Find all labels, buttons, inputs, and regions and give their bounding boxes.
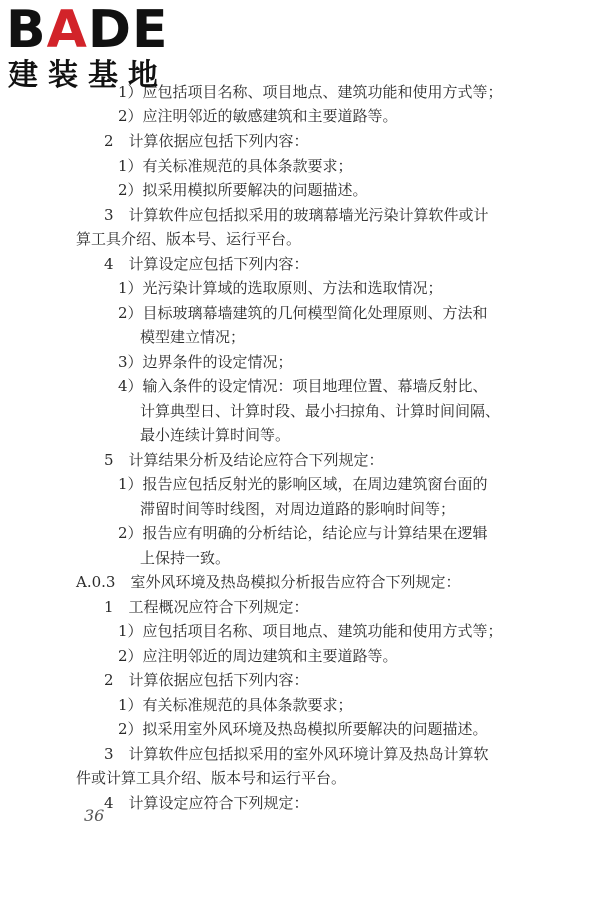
text-line: 2）拟采用室外风环境及热岛模拟所要解决的问题描述。: [118, 720, 488, 738]
text-line: 2 计算依据应包括下列内容：: [104, 671, 309, 689]
text-line: 上保持一致。: [140, 549, 231, 567]
text-line: 1）有关标准规范的具体条款要求；: [118, 157, 353, 175]
text-line: 2）目标玻璃幕墙建筑的几何模型简化处理原则、方法和: [118, 304, 488, 322]
text-line: 计算典型日、计算时段、最小扫掠角、计算时间间隔、: [140, 402, 501, 420]
text-line: 2）拟采用模拟所要解决的问题描述。: [118, 181, 368, 199]
text-line: 5 计算结果分析及结论应符合下列规定：: [104, 451, 384, 469]
text-line: 2）应注明邻近的周边建筑和主要道路等。: [118, 647, 398, 665]
logo-wordmark: BADE: [6, 0, 169, 60]
section-heading: A.0.3 室外风环境及热岛模拟分析报告应符合下列规定：: [76, 573, 461, 591]
page-number: 36: [84, 806, 105, 825]
text-line: 3 计算软件应包括拟采用的玻璃幕墙光污染计算软件或计: [104, 206, 489, 224]
text-line: 模型建立情况；: [140, 328, 246, 346]
text-line: 4）输入条件的设定情况：项目地理位置、幕墙反射比、: [118, 377, 488, 395]
text-line: 件或计算工具介绍、版本号和运行平台。: [76, 769, 347, 787]
text-line: 2）应注明邻近的敏感建筑和主要道路等。: [118, 107, 398, 125]
text-line: 1）应包括项目名称、项目地点、建筑功能和使用方式等；: [118, 622, 503, 640]
text-line: 1）光污染计算域的选取原则、方法和选取情况；: [118, 279, 443, 297]
logo-subtitle: 建装基地: [8, 58, 168, 93]
text-line: 4 计算设定应符合下列规定：: [104, 794, 309, 812]
text-line: 1）有关标准规范的具体条款要求；: [118, 696, 353, 714]
text-line: 最小连续计算时间等。: [140, 426, 291, 444]
text-line: 3 计算软件应包括拟采用的室外风环境计算及热岛计算软: [104, 745, 489, 763]
text-line: 3）边界条件的设定情况；: [118, 353, 293, 371]
text-line: 1）应包括项目名称、项目地点、建筑功能和使用方式等；: [118, 83, 503, 101]
text-line: 2 计算依据应包括下列内容：: [104, 132, 309, 150]
text-line: 1 工程概况应符合下列规定：: [104, 598, 309, 616]
text-line: 2）报告应有明确的分析结论，结论应与计算结果在逻辑: [118, 524, 488, 542]
text-line: 算工具介绍、版本号、运行平台。: [76, 230, 302, 248]
text-line: 滞留时间等时线图，对周边道路的影响时间等；: [140, 500, 456, 518]
text-line: 4 计算设定应包括下列内容：: [104, 255, 309, 273]
text-line: 1）报告应包括反射光的影响区域，在周边建筑窗台面的: [118, 475, 488, 493]
